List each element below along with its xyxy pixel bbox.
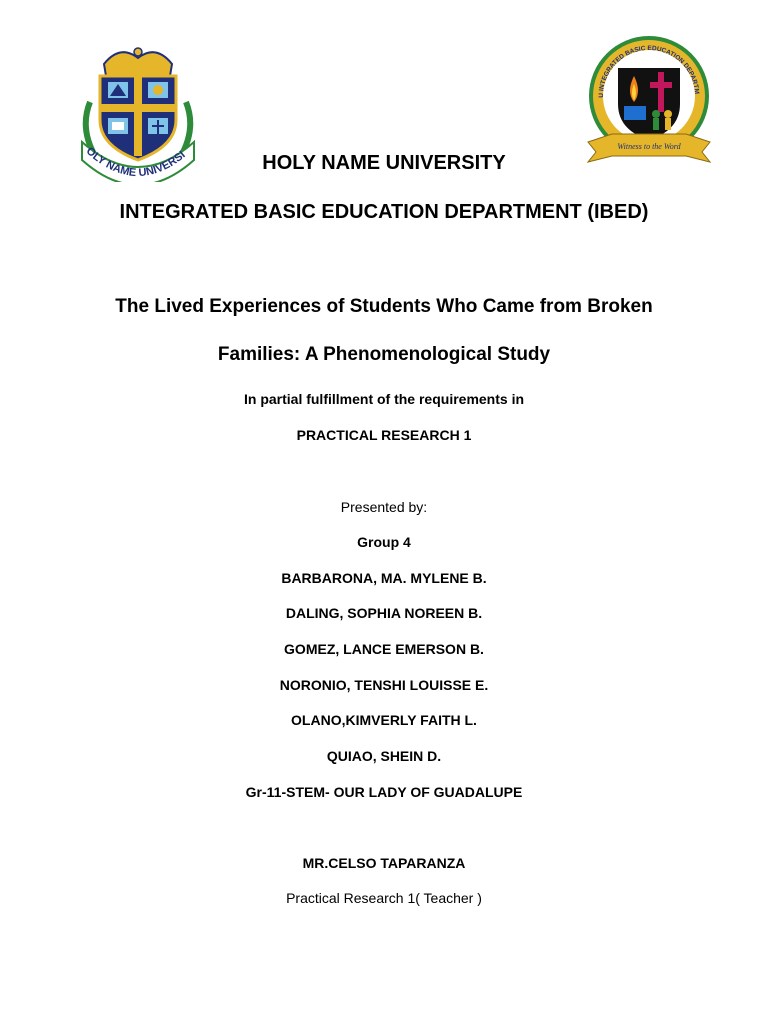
university-name: HOLY NAME UNIVERSITY bbox=[262, 152, 506, 174]
study-title-line-1: The Lived Experiences of Students Who Came from Broken bbox=[115, 296, 653, 317]
member-name: GOMEZ, LANCE EMERSON B. bbox=[284, 641, 484, 657]
svg-text:Witness to the Word: Witness to the Word bbox=[617, 142, 681, 151]
member-name: OLANO,KIMVERLY FAITH L. bbox=[291, 712, 477, 728]
ibed-department-logo bbox=[582, 34, 716, 170]
member-name: NORONIO, TENSHI LOUISSE E. bbox=[279, 677, 489, 693]
teacher-role: Practical Research 1( Teacher ) bbox=[286, 890, 482, 906]
department-seal-icon bbox=[582, 34, 716, 170]
group-name: Group 4 bbox=[357, 534, 411, 550]
presented-by-label: Presented by: bbox=[340, 499, 428, 515]
member-name: QUIAO, SHEIN D. bbox=[326, 748, 442, 764]
svg-text:HNU INTEGRATED BASIC EDUCATION: U INTEGRATED BASIC EDUCATION DEPARTM bbox=[597, 44, 701, 98]
study-title-line-2: Families: A Phenomenological Study bbox=[217, 344, 551, 365]
department-name: INTEGRATED BASIC EDUCATION DEPARTMENT (IBED) bbox=[119, 201, 649, 223]
member-name: DALING, SOPHIA NOREEN B. bbox=[285, 605, 483, 621]
svg-text:HOLY NAME UNIVERSITY: OLY NAME UNIVERSI bbox=[83, 145, 188, 180]
member-name: BARBARONA, MA. MYLENE B. bbox=[281, 570, 487, 586]
section-name: Gr-11-STEM- OUR LADY OF GUADALUPE bbox=[245, 784, 523, 800]
course-name: PRACTICAL RESEARCH 1 bbox=[296, 427, 472, 443]
fulfillment-text: In partial fulfillment of the requirements in bbox=[243, 391, 525, 407]
teacher-name: MR.CELSO TAPARANZA bbox=[302, 855, 466, 871]
